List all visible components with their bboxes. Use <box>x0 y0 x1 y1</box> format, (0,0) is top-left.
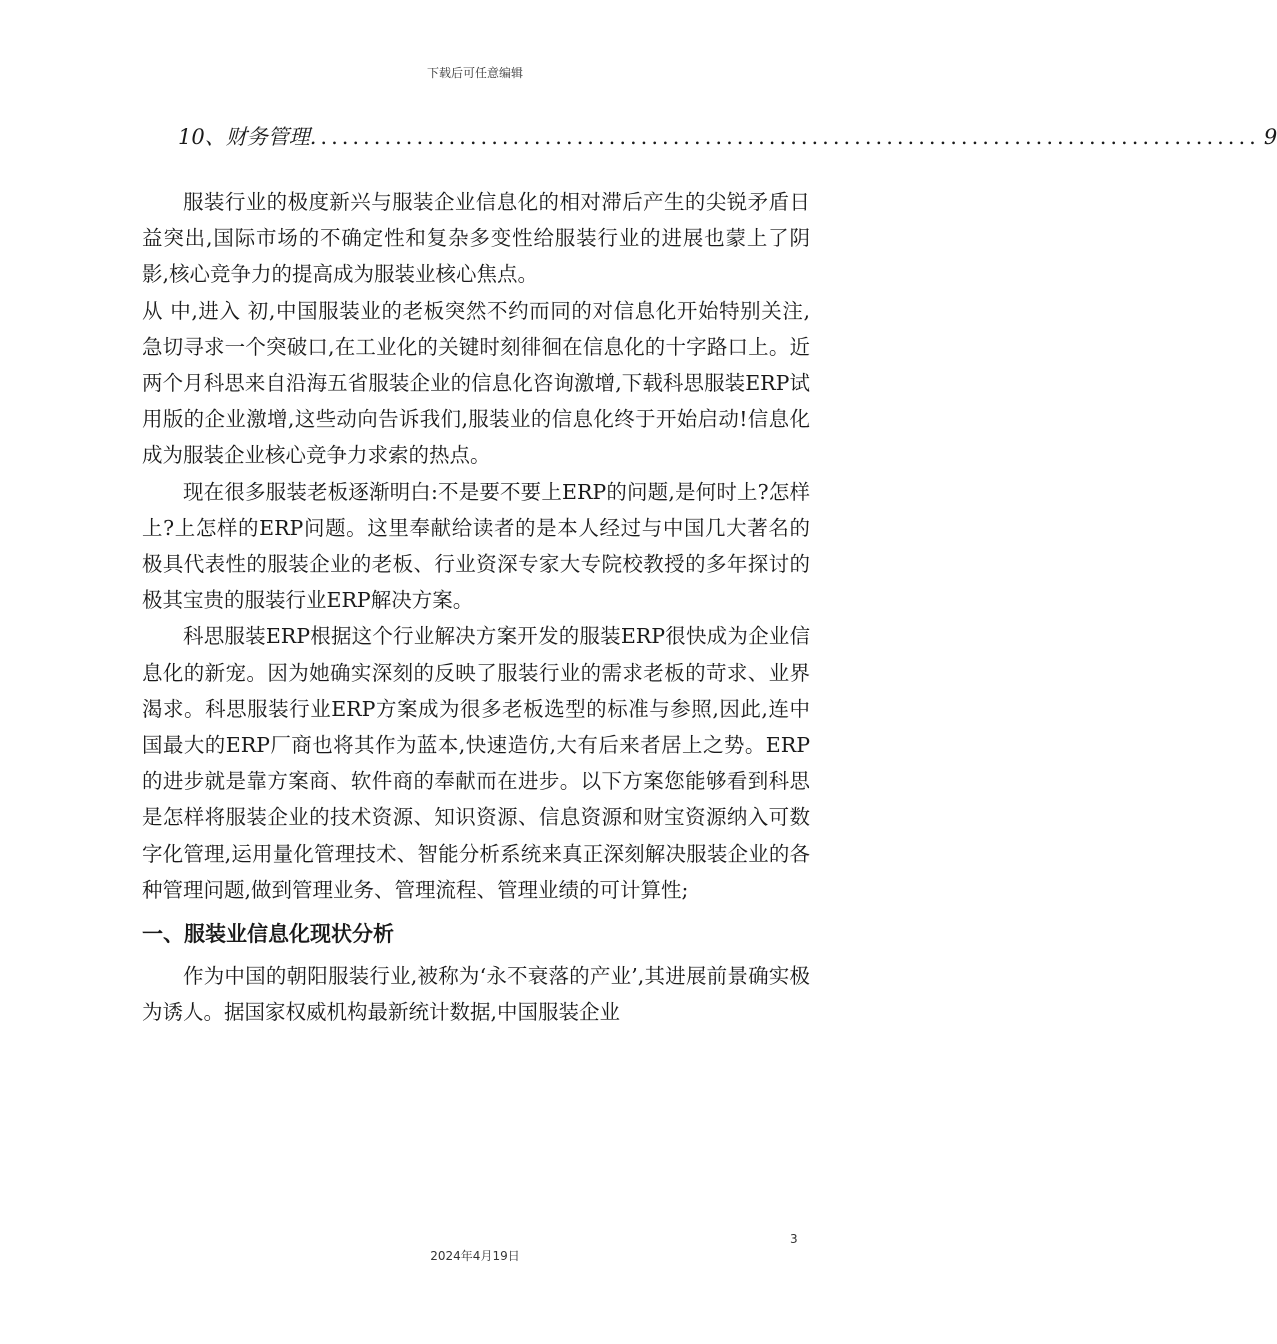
toc-entry-title: 10、财务管理. <box>178 125 317 149</box>
page-header: 下载后可任意编辑 <box>426 66 523 80</box>
body-text <box>142 184 810 1030</box>
paragraph-4: 科思服装ERP根据这个行业解决方案开发的服装ERP很快成为企业信息化的新宠。因为她确实深刻的反映了服装行业的需求老板的苛求、业界渴求。科思服装行业ERP方案成为很多老板选型的标准与参照,因此,连中国最大的ERP厂商也将其作为蓝本,快速造仿,大有后来者居上之势。ERP的进步就是靠方案商、软件商的奉献而在进步。以下方案您能够看到科思是怎样将服装企业的技术资源、知识资源、信息资源和财宝资源纳入可数字化管理,运用量化管理技术、智能分析系统来真正深刻解决服装企业的各种管理问题,做到管理业务、管理流程、管理业绩的可计算性; <box>142 624 810 902</box>
paragraph-2: 从 中,进入 初,中国服装业的老板突然不约而同的对信息化开始特别关注,急切寻求一个突破口,在工业化的关键时刻徘徊在信息化的十字路口上。近两个月科思来自沿海五省服装企业的信息化咨询激增,下载科思服装ERP试用版的企业激增,这些动向告诉我们,服装业的信息化终于开始启动!信息化成为服装企业核心竞争力求索的热点。 <box>142 298 810 468</box>
page-footer-date: 2024年4月19日 <box>430 1249 520 1263</box>
paragraph-1: 服装行业的极度新兴与服装企业信息化的相对滞后产生的尖锐矛盾日益突出,国际市场的不确定性和复杂多变性给服装行业的进展也蒙上了阴影,核心竞争力的提高成为服装业核心焦点。 <box>142 190 810 287</box>
toc-entry[interactable] <box>178 122 1277 152</box>
toc-leader-dots: ........................................................................................ <box>320 125 1260 149</box>
page-number: 3 <box>790 1232 798 1246</box>
section-heading: 一、服装业信息化现状分析 <box>142 922 394 947</box>
paragraph-3: 现在很多服装老板逐渐明白:不是要不要上ERP的问题,是何时上?怎样上?上怎样的ERP问题。这里奉献给读者的是本人经过与中国几大著名的极具代表性的服装企业的老板、行业资深专家大专院校教授的多年探讨的极其宝贵的服装行业ERP解决方案。 <box>142 479 810 613</box>
toc-page-number: 9 <box>1263 125 1277 149</box>
section-paragraph: 作为中国的朝阳服装行业,被称为‘永不衰落的产业’,其进展前景确实极为诱人。据国家权威机构最新统计数据,中国服装企业 <box>142 964 810 1025</box>
